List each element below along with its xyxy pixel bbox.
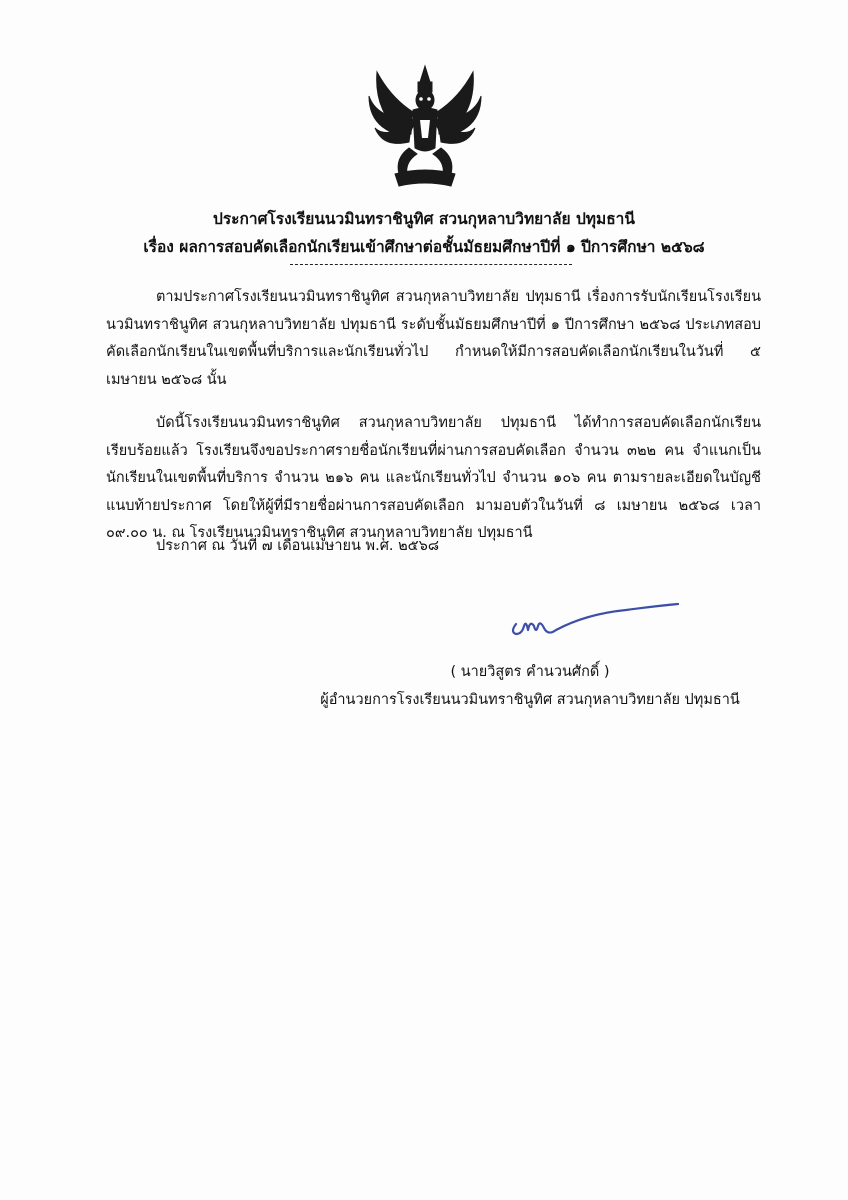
document-subject: เรื่อง ผลการสอบคัดเลือกนักเรียนเข้าศึกษาต่อชั้นมัธยมศึกษาปีที่ ๑ ปีการศึกษา ๒๕๖๘: [143, 238, 705, 256]
signer-title: ผู้อำนวยการโรงเรียนนวมินทราชินูทิศ สวนกุหลาบวิทยาลัย ปทุมธานี: [320, 692, 740, 708]
garuda-emblem-icon: [365, 62, 485, 190]
document-title: ประกาศโรงเรียนนวมินทราชินูทิศ สวนกุหลาบวิทยาลัย ปทุมธานี: [213, 210, 635, 228]
signer-name: ( นายวิสูตร คำนวนศักดิ์ ): [450, 664, 610, 680]
signature-icon: [506, 596, 682, 640]
title-divider: [290, 264, 572, 265]
body-paragraph-2: บัดนี้โรงเรียนนวมินทราชินูทิศ สวนกุหลาบวิทยาลัย ปทุมธานี ได้ทำการสอบคัดเลือกนักเรียนเรียบร้อยแล้ว โรงเรียนจึงขอประกาศรายชื่อนักเรียนที่ผ่านการสอบคัดเลือก จำนวน ๓๒๒ คน จำแนกเป็นนักเรียนในเขตพื้นที่บริการ จำนวน ๒๑๖ คน และนักเรียนทั่วไป จำนวน ๑๐๖ คน ตามรายละเอียดในบัญชีแนบท้ายประกาศ โดยให้ผู้ที่มีรายชื่อผ่านการสอบคัดเลือก มามอบตัวในวันที่ ๘ เมษายน ๒๕๖๘ เวลา ๐๙.๐๐ น. ณ โรงเรียนนวมินทราชินูทิศ สวนกุหลาบวิทยาลัย ปทุมธานี: [106, 415, 761, 541]
announcement-date: ประกาศ ณ วันที่ ๗ เดือนเมษายน พ.ศ. ๒๕๖๘: [156, 538, 440, 554]
body-paragraph-1: ตามประกาศโรงเรียนนวมินทราชินูทิศ สวนกุหลาบวิทยาลัย ปทุมธานี เรื่องการรับนักเรียนโรงเรียนนวมินทราชินูทิศ สวนกุหลาบวิทยาลัย ปทุมธานี ระดับชั้นมัธยมศึกษาปีที่ ๑ ปีการศึกษา ๒๕๖๘ ประเภทสอบคัดเลือกนักเรียนในเขตพื้นที่บริการและนักเรียนทั่วไป กำหนดให้มีการสอบคัดเลือกนักเรียนในวันที่ ๕ เมษายน ๒๕๖๘ นั้น: [106, 289, 761, 388]
